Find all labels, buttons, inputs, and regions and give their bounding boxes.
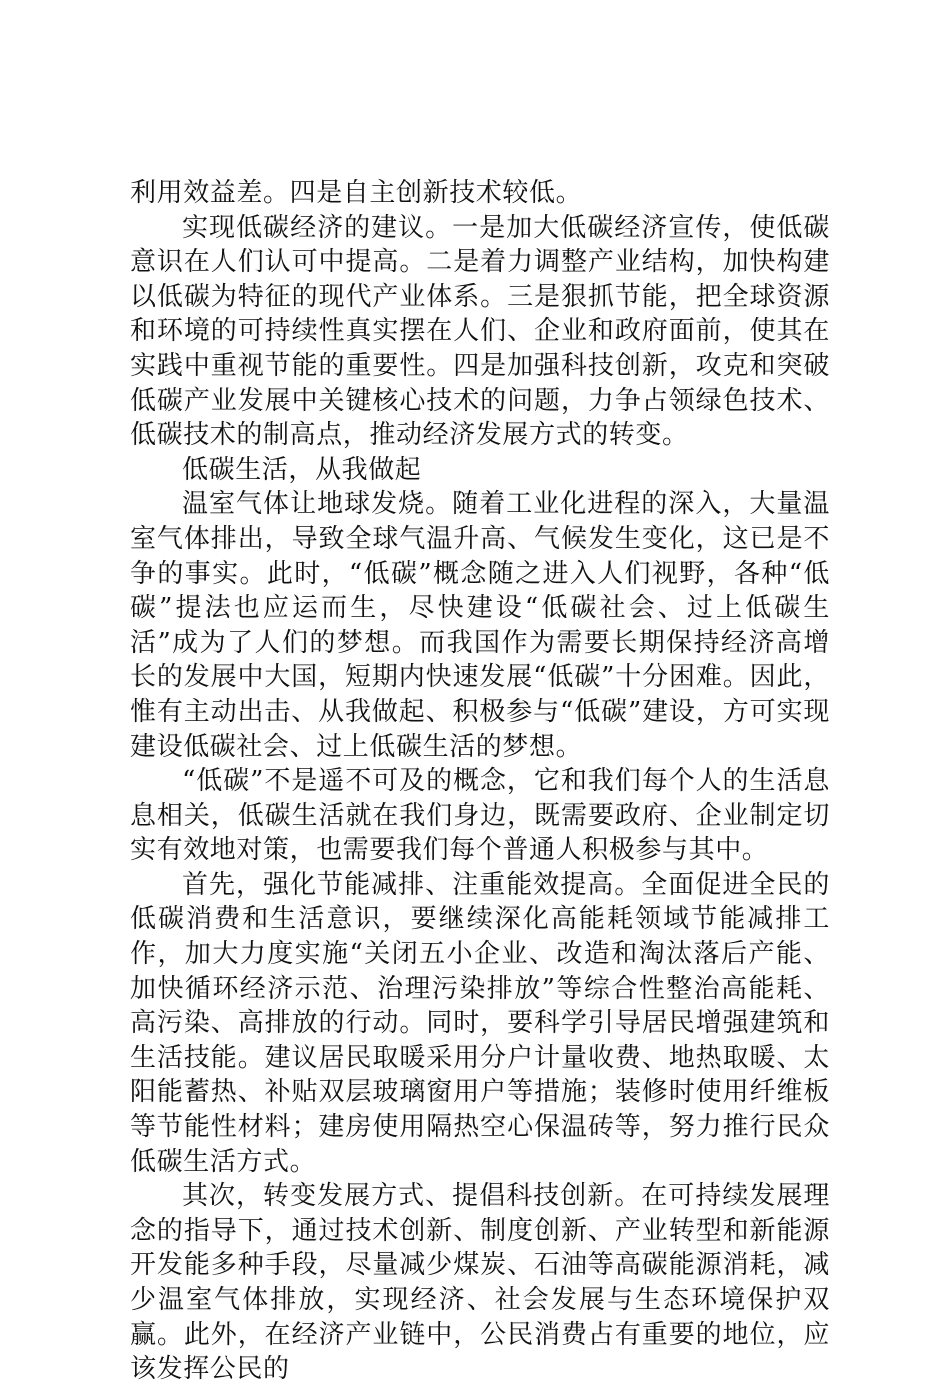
- document-page: [130, 176, 830, 1387]
- paragraph-5: 首先，强化节能减排、注重能效提高。全面促进全民的低碳消费和生活意识，要继续深化高能耗领域节能减排工作，加大力度实施“关闭五小企业、改造和淘汰落后产能、加快循环经济示范、治理污染排放”等综合性整治高能耗、高污染、高排放的行动。同时，要科学引导居民增强建筑和生活技能。建议居民取暖采用分户计量收费、地热取暖、太阳能蓄热、补贴双层玻璃窗用户等措施；装修时使用纤维板等节能性材料；建房使用隔热空心保温砖等，努力推行民众低碳生活方式。: [130, 869, 830, 1177]
- paragraph-3: 温室气体让地球发烧。随着工业化进程的深入，大量温室气体排出，导致全球气温升高、气候发生变化，这已是不争的事实。此时，“低碳”概念随之进入人们视野，各种“低碳”提法也应运而生，尽快建设“低碳社会、过上低碳生活”成为了人们的梦想。而我国作为需要长期保持经济高增长的发展中大国，短期内快速发展“低碳”十分困难。因此，惟有主动出击、从我做起、积极参与“低碳”建设，方可实现建设低碳社会、过上低碳生活的梦想。: [130, 489, 830, 762]
- paragraph-1: 利用效益差。四是自主创新技术较低。: [130, 178, 583, 208]
- paragraph-4: “低碳”不是遥不可及的概念，它和我们每个人的生活息息相关，低碳生活就在我们身边，既需要政府、企业制定切实有效地对策，也需要我们每个普通人积极参与其中。: [130, 766, 830, 866]
- section-heading: 低碳生活，从我做起: [182, 454, 422, 485]
- paragraph-2: 实现低碳经济的建议。一是加大低碳经济宣传，使低碳意识在人们认可中提高。二是着力调整产业结构，加快构建以低碳为特征的现代产业体系。三是狠抓节能，把全球资源和环境的可持续性真实摆在人们、企业和政府面前，使其在实践中重视节能的重要性。四是加强科技创新，攻克和突破低碳产业发展中关键核心技术的问题，力争占领绿色技术、低碳技术的制高点，推动经济发展方式的转变。: [130, 212, 830, 451]
- paragraph-6: 其次，转变发展方式、提倡科技创新。在可持续发展理念的指导下，通过技术创新、制度创新、产业转型和新能源开发能多种手段，尽量减少煤炭、石油等高碳能源消耗，减少温室气体排放，实现经济、社会发展与生态环境保护双赢。此外，在经济产业链中，公民消费占有重要的地位，应该发挥公民的: [130, 1181, 830, 1385]
